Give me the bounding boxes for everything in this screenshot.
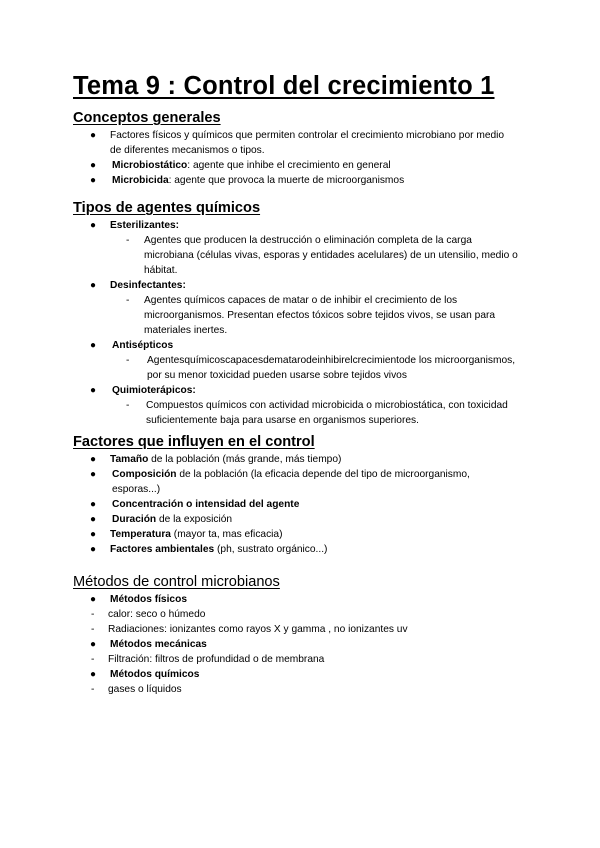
term: Desinfectantes:: [110, 280, 186, 291]
term: Antisépticos: [112, 340, 174, 351]
dash-icon: -: [126, 355, 130, 366]
item-text: Agentes químicos capaces de matar o de inhibir el crecimiento de los microorganismos. Presentan efectos tóxicos sobre tejidos vivos, se usan para materiales inertes.: [144, 295, 496, 336]
bullet-icon: ●: [90, 499, 97, 510]
term: Tamaño: [110, 454, 149, 465]
list-item: [0, 218, 600, 233]
term: Temperatura: [110, 529, 171, 540]
item-text: Radiaciones: ionizantes como rayos X y gamma , no ionizantes uv: [108, 624, 408, 635]
bullet-icon: ●: [90, 175, 97, 186]
item-text: Factores físicos y químicos que permiten controlar el crecimiento microbiano por medio de diferentes mecanismos o tipos.: [110, 130, 505, 156]
item-text: de la población (más grande, más tiempo): [148, 454, 342, 465]
item-text: Compuestos químicos con actividad microbicida o microbiostática, con toxicidad suficientemente baja para usarse en organismos superiores.: [146, 400, 508, 426]
bullet-icon: ●: [90, 385, 97, 396]
bullet-icon: ●: [90, 469, 97, 480]
item-text: Agentesquímicoscapacesdematarodeinhibirelcrecimientode los microorganismos, por su menor toxicidad pueden usarse sobre tejidos vivos: [147, 355, 516, 381]
list-item: [0, 467, 600, 497]
bullet-icon: ●: [90, 529, 97, 540]
bullet-icon: ●: [90, 130, 97, 141]
dash-icon: -: [91, 624, 95, 635]
list-item: [0, 512, 600, 527]
term: Esterilizantes:: [110, 220, 180, 231]
section-heading-metodos: Métodos de control microbianos: [73, 574, 280, 590]
term: Microbiostático: [112, 160, 188, 171]
list-item: [0, 667, 600, 682]
term: Microbicida: [112, 175, 169, 186]
list-item: [0, 452, 600, 467]
dash-icon: -: [91, 654, 95, 665]
sub-item: [0, 622, 600, 637]
sub-item: [0, 293, 600, 338]
term: Duración: [112, 514, 157, 525]
term: Quimioterápicos:: [112, 385, 196, 396]
item-text: de la población (la eficacia depende del tipo de microorganismo, esporas...): [112, 469, 470, 495]
list-conceptos: [0, 128, 600, 188]
item-text: gases o líquidos: [108, 684, 182, 695]
bullet-icon: ●: [90, 160, 97, 171]
list-metodos: [0, 592, 600, 697]
sub-item: [0, 233, 600, 278]
bullet-icon: ●: [90, 514, 97, 525]
dash-icon: -: [91, 684, 95, 695]
sub-item: [0, 353, 600, 383]
bullet-icon: ●: [90, 220, 97, 231]
item-text: de la exposición: [156, 514, 233, 525]
list-factores: [0, 452, 600, 557]
list-item: [0, 527, 600, 542]
list-item: [0, 338, 600, 353]
term: Composición: [112, 469, 177, 480]
bullet-icon: ●: [90, 594, 97, 605]
bullet-icon: ●: [90, 340, 97, 351]
bullet-icon: ●: [90, 454, 97, 465]
bullet-icon: ●: [90, 669, 97, 680]
list-item: [0, 542, 600, 557]
list-item: [0, 383, 600, 398]
bullet-icon: ●: [90, 639, 97, 650]
list-item: [0, 592, 600, 607]
section-heading-factores: Factores que influyen en el control: [73, 434, 315, 450]
section-heading-conceptos: Conceptos generales: [73, 110, 221, 126]
list-item: [0, 128, 600, 158]
sub-item: [0, 652, 600, 667]
section-heading-tipos: Tipos de agentes químicos: [73, 200, 261, 216]
page-title: Tema 9 : Control del crecimiento 1: [73, 72, 495, 100]
list-item: [0, 497, 600, 512]
sub-item: [0, 607, 600, 622]
item-text: Filtración: filtros de profundidad o de membrana: [108, 654, 325, 665]
bullet-icon: ●: [90, 280, 97, 291]
dash-icon: -: [126, 400, 130, 411]
term: Métodos físicos: [110, 594, 187, 605]
sub-item: [0, 682, 600, 697]
list-item: [0, 278, 600, 293]
term: Métodos químicos: [110, 669, 200, 680]
list-tipos: [0, 218, 600, 428]
dash-icon: -: [91, 609, 95, 620]
dash-icon: -: [126, 235, 130, 246]
item-text: : agente que inhibe el crecimiento en general: [187, 160, 391, 171]
bullet-icon: ●: [90, 544, 97, 555]
item-text: (ph, sustrato orgánico...): [214, 544, 328, 555]
sub-item: [0, 398, 600, 428]
item-text: : agente que provoca la muerte de microorganismos: [168, 175, 405, 186]
list-item: [0, 173, 600, 188]
dash-icon: -: [126, 295, 130, 306]
list-item: [0, 158, 600, 173]
item-text: Agentes que producen la destrucción o eliminación completa de la carga microbiana (células vivas, esporas y entidades acelulares) de un utensilio, medio o hábitat.: [144, 235, 518, 276]
term: Factores ambientales: [110, 544, 215, 555]
item-text: (mayor ta, mas eficacia): [170, 529, 283, 540]
term: Concentración o intensidad del agente: [112, 499, 300, 510]
item-text: calor: seco o húmedo: [108, 609, 206, 620]
list-item: [0, 637, 600, 652]
term: Métodos mecánicas: [110, 639, 207, 650]
